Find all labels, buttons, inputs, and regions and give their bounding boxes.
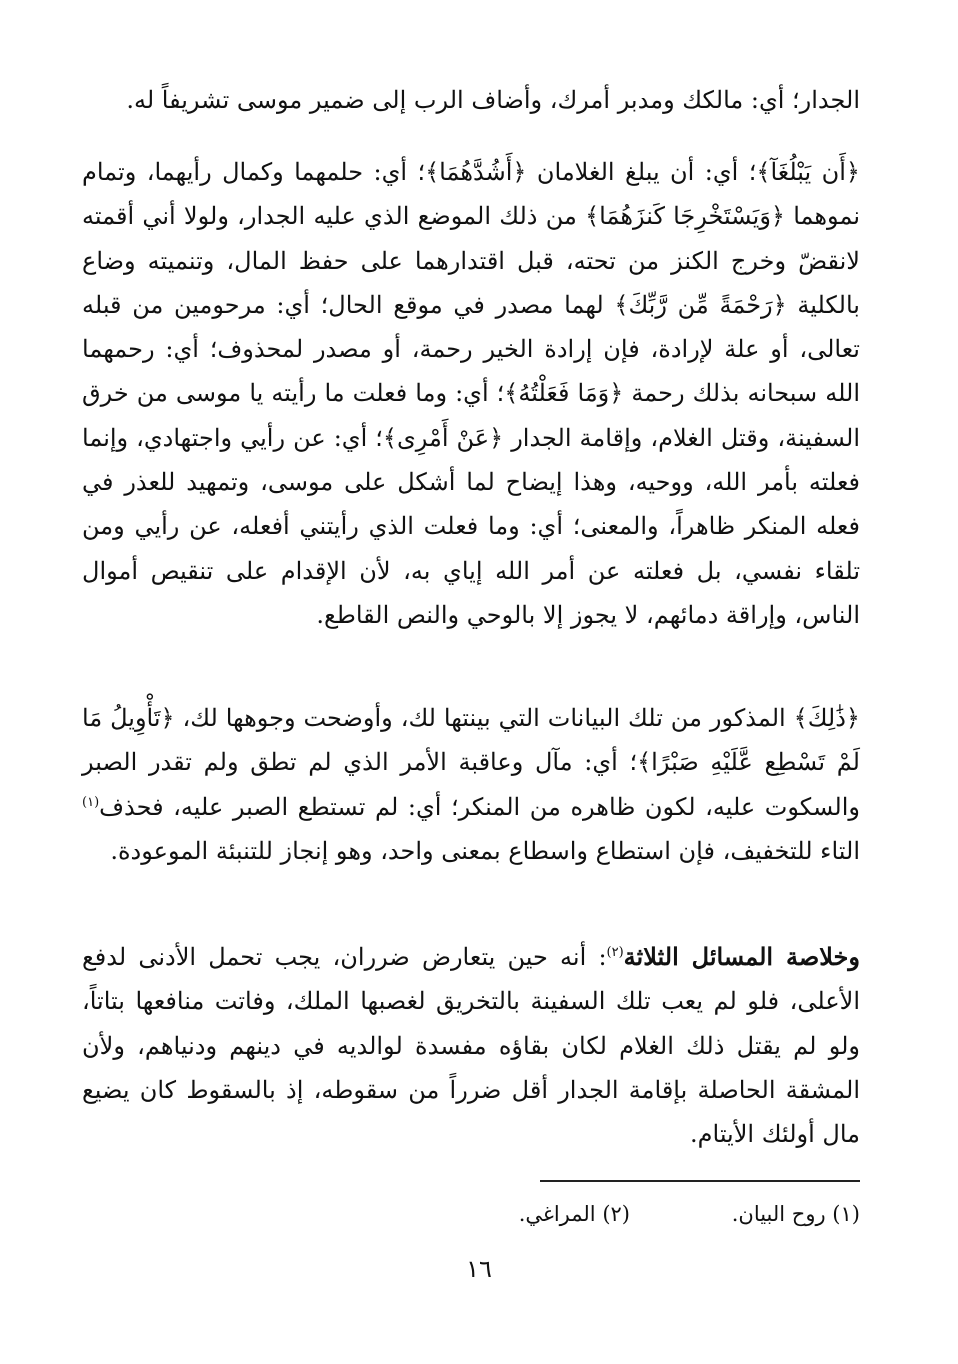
footnote-divider bbox=[540, 1180, 860, 1182]
paragraph-1 bbox=[82, 78, 860, 122]
footnote-1: (١) روح البيان. bbox=[731, 1202, 860, 1226]
page-number: ١٦ bbox=[466, 1255, 492, 1283]
paragraph-2 bbox=[82, 150, 860, 637]
paragraph-3-text-start: ﴿ذَٰلِكَ﴾ المذكور من تلك البيانات التي بينتها لك، وأوضحت وجوهها لك، ﴿تَأْوِيلُ مَا لَمْ تَسْطِع عَّلَيْهِ صَبْرًا﴾؛ أي: مآل وعاقبة الأمر الذي لم تطق ولم تقدر الصبر والسكوت عليه، لكون ظاهره من المنكر؛ أي: لم تستطع الصبر عليه، فحذف bbox=[82, 704, 860, 821]
paragraph-3-text-end: التاء للتخفيف، فإن استطاع واسطاع بمعنى واحد، وهو إنجاز للتنبئة الموعودة. bbox=[110, 836, 860, 865]
summary-heading: وخلاصة المسائل الثلاثة bbox=[623, 942, 860, 971]
footnote-ref-1: (١) bbox=[82, 794, 100, 810]
paragraph-4-text: : أنه حين يتعارض ضرران، يجب تحمل الأدنى لدفع الأعلى، فلو لم يعب تلك السفينة بالتخريق لغصبها الملك، وفاتت منافعها بتاتاً، ولو لم يقتل ذلك الغلام لكان بقاؤه مفسدة لوالديه في دينهم ودنياهم، ولأن المشقة الحاصلة بإقامة الجدار أقل ضرراً من سقوطه، إذ بالسقوط كان يضيع مال أولئك الأيتام. bbox=[82, 943, 860, 1149]
footnote-2: (٢) المراغي. bbox=[518, 1202, 630, 1226]
paragraph-3 bbox=[82, 696, 860, 873]
paragraph-4 bbox=[82, 935, 860, 1156]
paragraph-1-text: الجدار؛ أي: مالكك ومدبر أمرك، وأضاف الرب إلى ضمير موسى تشريفاً له. bbox=[126, 86, 860, 114]
footnote-ref-2: (٢) bbox=[606, 945, 624, 960]
paragraph-2-text: ﴿أَن يَبْلُغَآ﴾؛ أي: أن يبلغ الغلامان ﴿أَشُدَّهُمَا﴾؛ أي: حلمهما وكمال رأيهما، وتمام نموهما ﴿وَيَسْتَخْرِجَا كَنزَهُمَا﴾ من ذلك الموضع الذي عليه الجدار، ولولا أني أقمته لانقضّ وخرج الكنز من تحته، قبل اقتدارهما على حفظ المال، وتنميته وضاع بالكلية ﴿رَحْمَةً مِّن رَّبِّكَ﴾ لهما مصدر في موقع الحال؛ أي: مرحومين من قبله تعالى، أو علة لإرادة، فإن إرادة الخير رحمة، أو مصدر لمحذوف؛ أي: رحمهما الله سبحانه بذلك رحمة ﴿وَمَا فَعَلْتُهُ﴾؛ أي: وما فعلت ما رأيته يا موسى من خرق السفينة، وقتل الغلام، وإقامة الجدار ﴿عَنْ أَمْرِى﴾؛ أي: عن رأيي واجتهادي، وإنما فعلته بأمر الله، ووحيه، وهذا إيضاح لما أشكل على موسى، وتمهيد للعذر في فعله المنكر ظاهراً، والمعنى؛ أي: وما فعلت الذي رأيتني أفعله، عن رأيي ومن تلقاء نفسي، بل فعلته عن أمر الله إياي به، لأن الإقدام على تنقيص أموال الناس، وإراقة دمائهم، لا يجوز إلا بالوحي والنص القاطع. bbox=[82, 158, 860, 629]
